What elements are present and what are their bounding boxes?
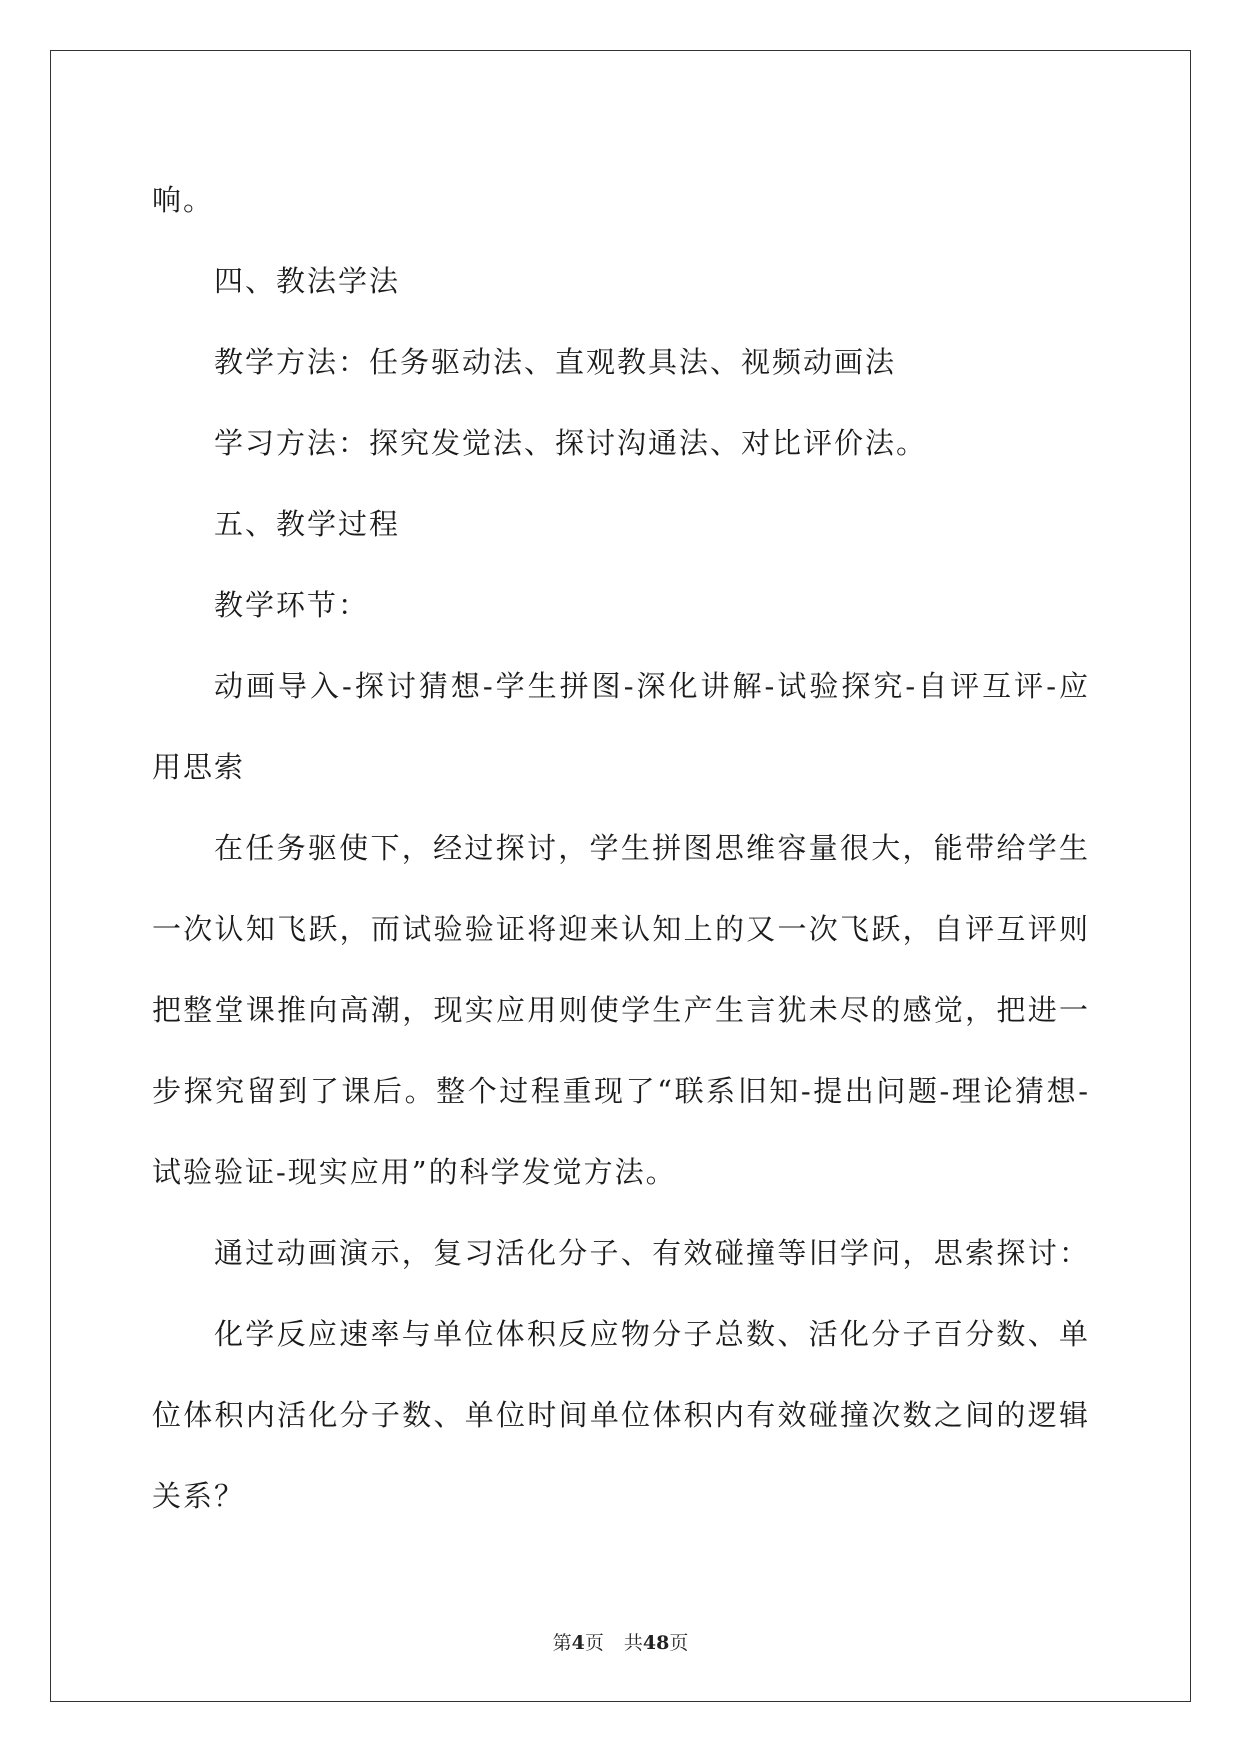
text-line: 化学反应速率与单位体积反应物分子总数、活化分子百分数、单: [214, 1317, 1090, 1351]
text-line: 把整堂课推向高潮，现实应用则使学生产生言犹未尽的感觉，把进一: [152, 993, 1090, 1027]
text-line: 关系？: [152, 1479, 246, 1513]
footer-page-number: 4: [571, 1632, 585, 1654]
text-line: 响。: [152, 183, 215, 217]
text-line: 用思索: [152, 750, 246, 784]
text-line: 步探究留到了课后。整个过程重现了“联系旧知-提出问题-理论猜想-: [152, 1074, 1090, 1108]
text-line: 学习方法：探究发觉法、探讨沟通法、对比评价法。: [214, 426, 928, 460]
text-line: 教学方法：任务驱动法、直观教具法、视频动画法: [214, 345, 897, 379]
text-line: 一次认知飞跃，而试验验证将迎来认知上的又一次飞跃，自评互评则: [152, 912, 1090, 946]
text-line: 在任务驱使下，经过探讨，学生拼图思维容量很大，能带给学生: [214, 831, 1090, 865]
footer-total-suffix: 页: [669, 1632, 689, 1654]
text-line: 四、教法学法: [214, 264, 401, 298]
footer-page-suffix: 页: [584, 1632, 604, 1654]
text-line: 教学环节：: [214, 588, 370, 622]
text-line: 通过动画演示，复习活化分子、有效碰撞等旧学问，思索探讨：: [214, 1236, 1090, 1270]
text-line: 试验验证-现实应用”的科学发觉方法。: [152, 1155, 677, 1189]
page-footer: [0, 1628, 1241, 1655]
footer-total-prefix: 共: [623, 1632, 643, 1654]
text-line: 位体积内活化分子数、单位时间单位体积内有效碰撞次数之间的逻辑: [152, 1398, 1090, 1432]
text-line: 五、教学过程: [214, 507, 401, 541]
document-body: [152, 160, 1090, 1537]
footer-page-prefix: 第: [552, 1632, 572, 1654]
text-line: 动画导入-探讨猜想-学生拼图-深化讲解-试验探究-自评互评-应: [214, 669, 1090, 703]
footer-total-pages: 48: [642, 1632, 670, 1654]
